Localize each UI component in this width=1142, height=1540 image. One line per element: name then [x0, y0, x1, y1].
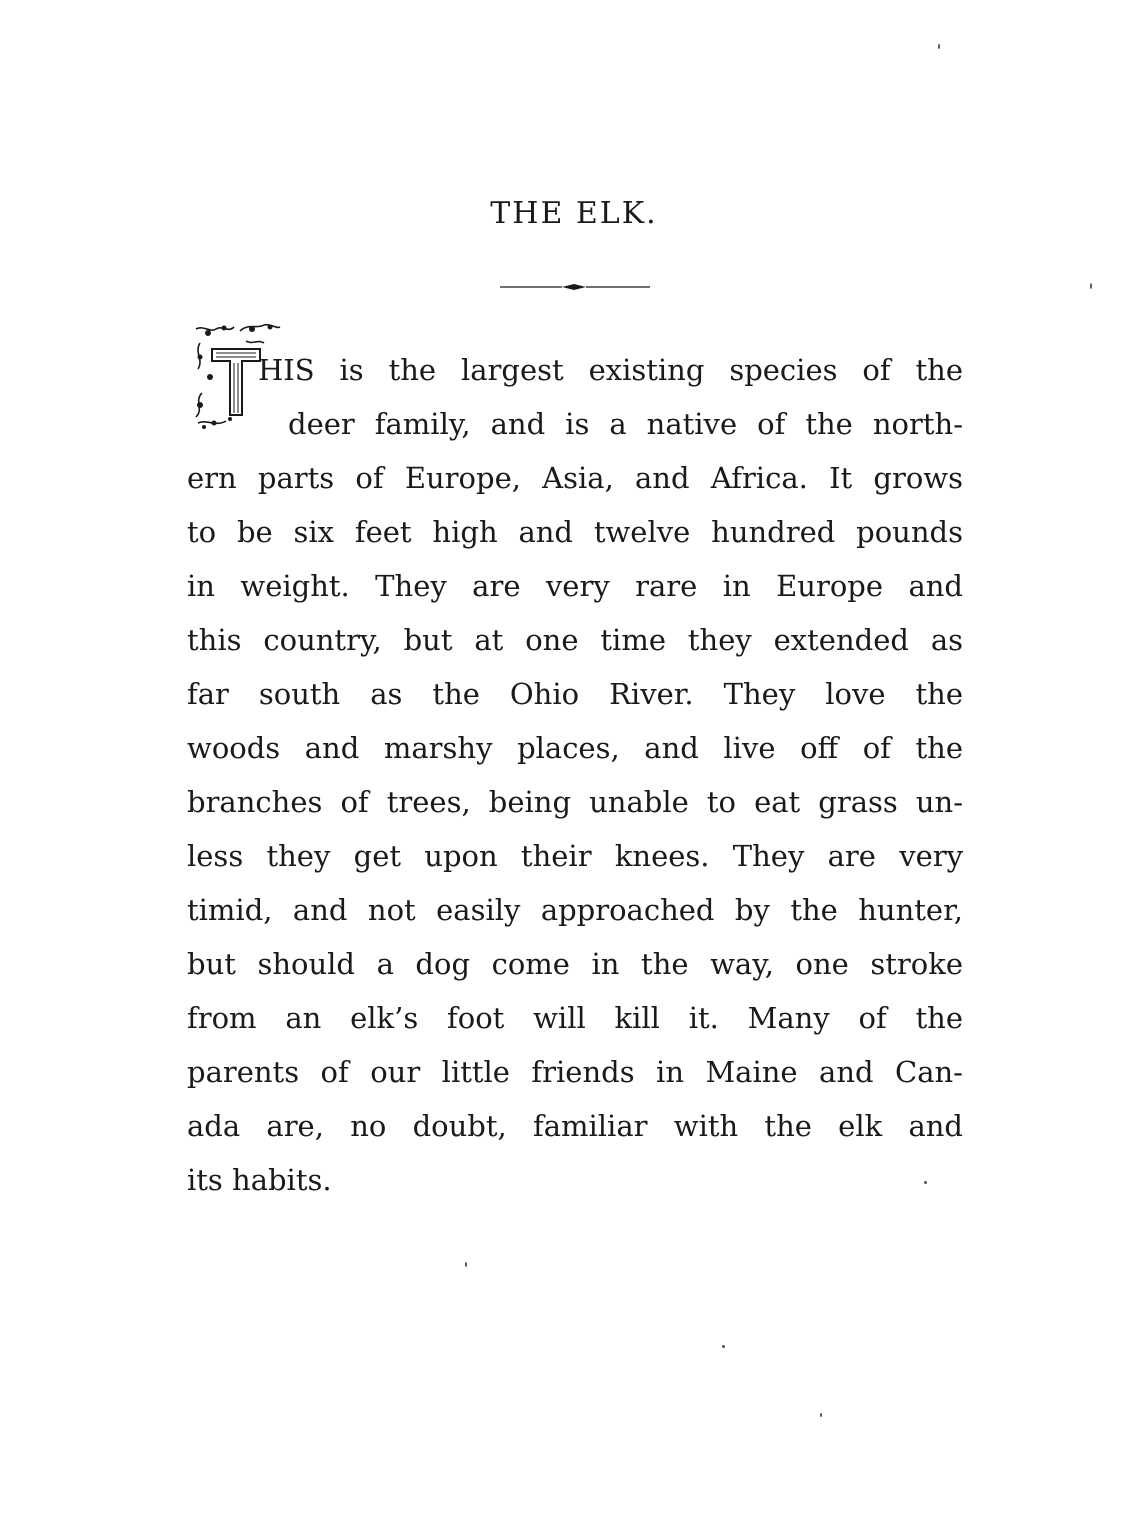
text-line-14: parents of our little friends in Maine and Can-: [187, 1055, 963, 1089]
text-line-11: timid, and not easily approached by the hunter,: [187, 893, 963, 927]
text-line-5: in weight. They are very rare in Europe and: [187, 569, 963, 603]
text-line-1: HIS is the largest existing species of the: [258, 353, 963, 387]
ornamental-rule: [500, 280, 650, 294]
text-line-6: this country, but at one time they extended as: [187, 623, 963, 657]
text-line-10: less they get upon their knees. They are very: [187, 839, 963, 873]
text-line-16: its habits.: [187, 1163, 332, 1197]
text-line-3: ern parts of Europe, Asia, and Africa. It grows: [187, 461, 963, 495]
scan-speck: [924, 1181, 927, 1184]
scan-speck: [820, 1413, 822, 1417]
page-title: THE ELK.: [490, 196, 658, 231]
text-line-9: branches of trees, being unable to eat grass un-: [187, 785, 963, 819]
text-line-7: far south as the Ohio River. They love the: [187, 677, 963, 711]
text-line-8: woods and marshy places, and live off of the: [187, 731, 963, 765]
scan-speck: [465, 1262, 467, 1267]
text-line-2: deer family, and is a native of the north-: [288, 407, 963, 441]
scan-speck: [1090, 283, 1092, 289]
text-line-12: but should a dog come in the way, one stroke: [187, 947, 963, 981]
scan-speck: [722, 1345, 725, 1348]
scan-speck: [938, 44, 940, 49]
text-line-13: from an elk’s foot will kill it. Many of the: [187, 1001, 963, 1035]
text-line-4: to be six feet high and twelve hundred pounds: [187, 515, 963, 549]
text-line-15: ada are, no doubt, familiar with the elk and: [187, 1109, 963, 1143]
